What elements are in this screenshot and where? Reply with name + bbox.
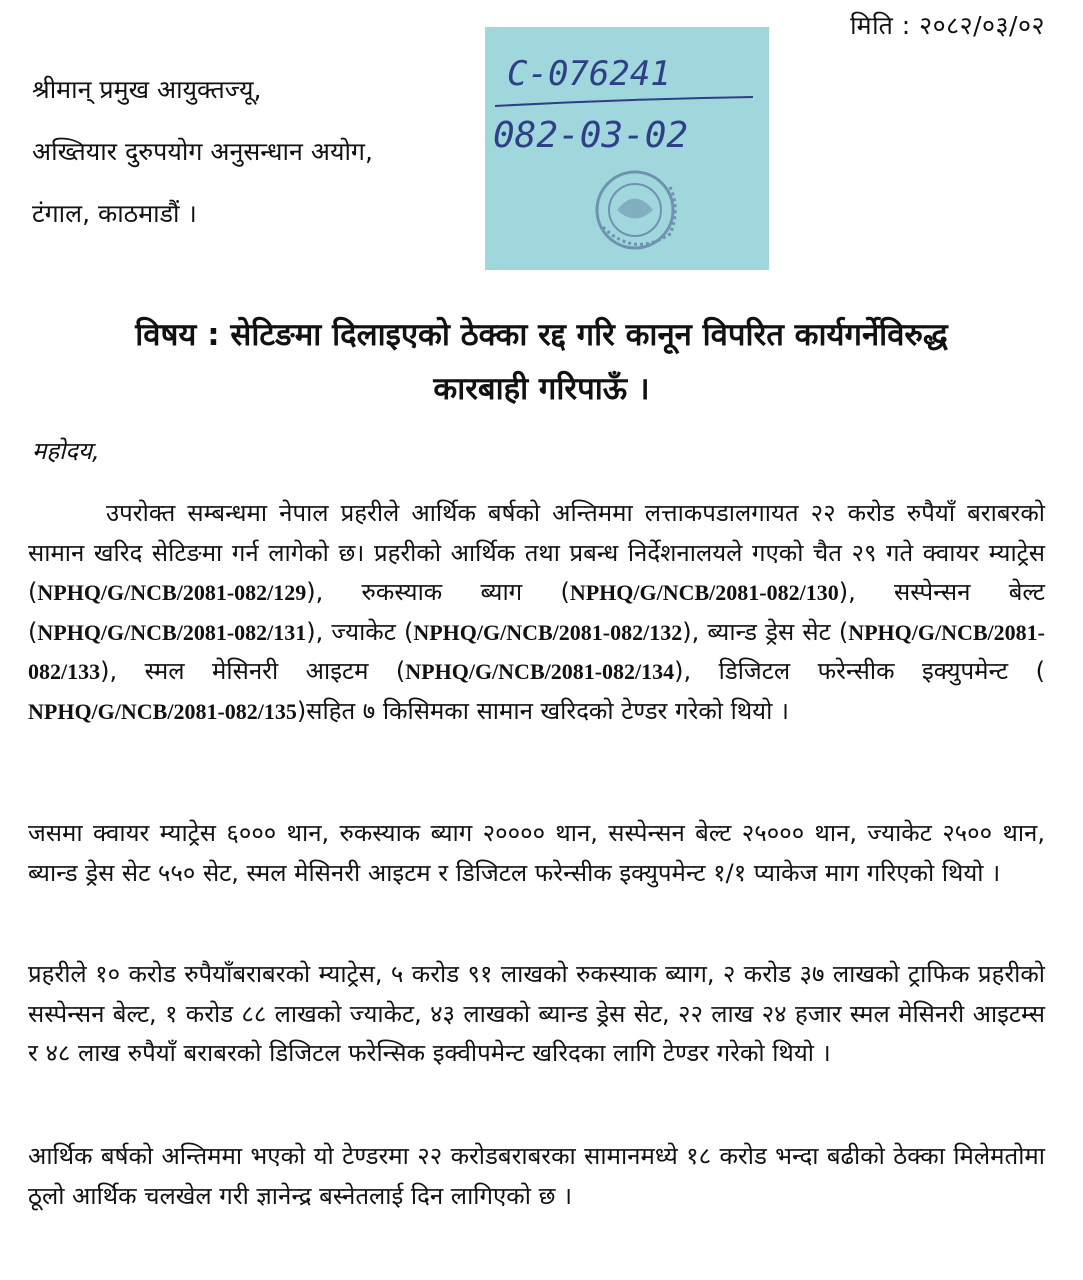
paragraph-1-text: उपरोक्त सम्बन्धमा नेपाल प्रहरीले आर्थिक बर्षको अन्तिममा लत्ताकपडालगायत २२ करोड रुपैयाँ बराबरको सामान खरिद सेटिङमा गर्न लागेको छ। प्रहरीको आर्थिक तथा प्रबन्ध निर्देशनालयले गएको चैत २९ गते क्वायर म्याट्रेस ( [28,499,1045,606]
address-line-1: श्रीमान् प्रमुख आयुक्तज्यू, [32,75,262,104]
paragraph-2 [28,814,1045,893]
paragraph-1-text: ), रुकस्याक ब्याग ( [306,578,570,606]
registration-date: 082-03-02 [493,115,689,156]
tender-reference: NPHQ/G/NCB/2081-082/133 [28,619,1045,684]
tender-reference: NPHQ/G/NCB/2081-082/134 [405,659,675,684]
subject-line-2: कारबाही गरिपाऊँ । [433,371,650,407]
paragraph-2-text: जसमा क्वायर म्याट्रेस ६००० थान, रुकस्याक ब्याग २०००० थान, सस्पेन्सन बेल्ट २५००० थान, ज्याकेट २५०० थान, ब्यान्ड ड्रेस सेट ५५० सेट, स्मल मेसिनरी आइटम र डिजिटल फरेन्सीक इक्युपमेन्ट १/१ प्याकेज माग गरिएको थियो । [28,819,1045,887]
tender-reference: NPHQ/G/NCB/2081-082/131 [37,619,307,645]
stamp-divider-line [495,97,753,106]
paragraph-1-text: ), स्मल मेसिनरी आइटम ( [100,657,406,685]
office-seal-icon [597,172,675,248]
address-line-2: अख्तियार दुरुपयोग अनुसन्धान अयोग, [32,137,373,166]
tender-reference: NPHQ/G/NCB/2081-082/130 [569,580,839,605]
paragraph-3 [28,955,1045,1074]
paragraph-1-text: ), सस्पेन्सन बेल्ट ( [28,578,1045,646]
recipient-address [32,70,373,256]
paragraph-4-text: आर्थिक बर्षको अन्तिममा भएको यो टेण्डरमा २२ करोडबराबरका सामानमध्ये १८ करोड भन्दा बढीको ठेक्का मिलेमतोमा ठूलो आर्थिक चलखेल गरी ज्ञानेन्द्र बस्नेतलाई दिन लागिएको छ । [28,1142,1045,1210]
tender-reference: NPHQ/G/NCB/2081-082/135 [28,698,297,724]
tender-reference: NPHQ/G/NCB/2081-082/132 [413,619,683,645]
subject-line-1: विषय : सेटिङमा दिलाइएको ठेक्का रद्द गरि कानून विपरित कार्यगर्नेविरुद्ध [135,317,948,353]
paragraph-4 [28,1137,1045,1216]
paragraph-1 [28,494,1045,731]
letter-date: मिति : २०८२/०३/०२ [850,11,1045,40]
salutation: महोदय, [32,437,100,465]
tender-reference: NPHQ/G/NCB/2081-082/129 [37,580,307,605]
paragraph-1-text: ), ब्यान्ड ड्रेस सेट ( [682,617,849,646]
paragraph-1-text: )सहित ७ किसिमका सामान खरिदको टेण्डर गरेको थियो । [296,696,790,725]
registration-number: C-076241 [507,54,671,94]
paragraph-1-text: ), ज्याकेट ( [306,617,414,646]
address-line-3: टंगाल, काठमाडौं । [32,199,197,228]
letter-subject [28,308,1055,416]
paragraph-1-text: ), डिजिटल फरेन्सीक इक्युपमेन्ट ( [674,657,1045,685]
registration-stamp [485,27,769,270]
paragraph-3-text: प्रहरीले १० करोड रुपैयाँबराबरको म्याट्रेस, ५ करोड ९१ लाखको रुकस्याक ब्याग, २ करोड ३७ लाखको ट्राफिक प्रहरीको सस्पेन्सन बेल्ट, १ करोड ८८ लाखको ज्याकेट, ४३ लाखको ब्यान्ड ड्रेस सेट, २२ लाख २४ हजार स्मल मेसिनरी आइटम्स र ४८ लाख रुपैयाँ बराबरको डिजिटल फरेन्सिक इक्वीपमेन्ट खरिदका लागि टेण्डर गरेको थियो । [28,960,1045,1067]
